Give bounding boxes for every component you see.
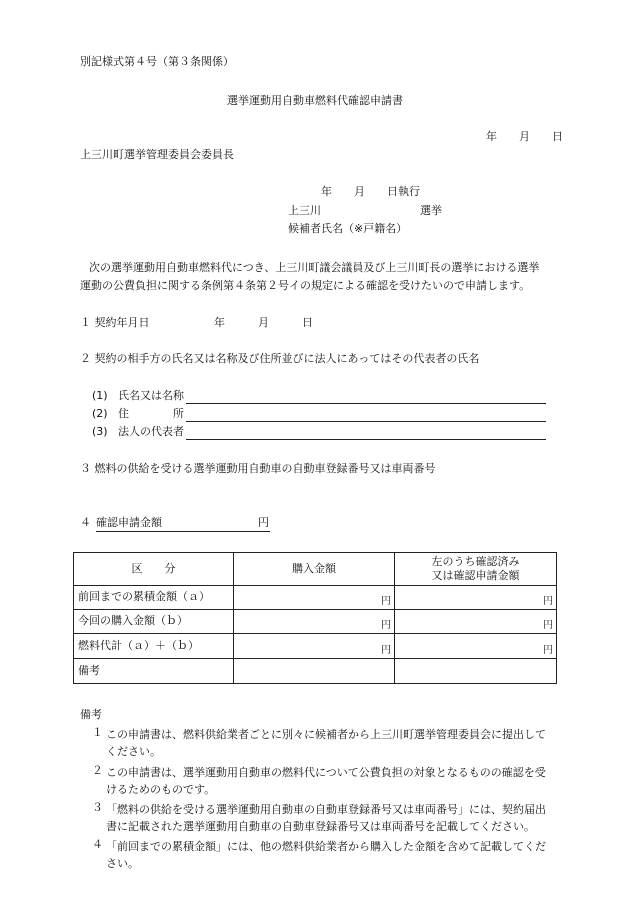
note-text: 「燃料の供給を受ける選挙運動用自動車の自動車登録番号又は車両番号」には、契約届出書に記載された選挙運動用自動車の自動車登録番号又は車両番号を記載してください。 (106, 803, 546, 833)
sub2-num: (2) (92, 407, 108, 420)
note-item (92, 726, 552, 760)
item4-unit: 円 (258, 516, 269, 529)
header-confirmed-line2: 又は確認申請金額 (431, 569, 520, 582)
item3-label: ３ 燃料の供給を受ける選挙運動用自動車の自動車登録番号又は車両番号 (80, 462, 436, 475)
application-date: 年 月 日 (486, 130, 563, 143)
election-name: 上三川 選挙 (288, 204, 442, 217)
purchase-amount-cell[interactable]: 円 (234, 586, 395, 610)
row-label: 備考 (74, 659, 234, 684)
item1-date: 年 月 日 (214, 316, 313, 329)
note-item (92, 801, 552, 835)
addressee: 上三川町選挙管理委員会委員長 (80, 148, 234, 161)
sub3-num: (3) (92, 425, 108, 438)
note-text: この申請書は、燃料供給業者ごとに別々に候補者から上三川町選挙管理委員会に提出してください。 (106, 728, 546, 758)
table-row (74, 659, 557, 684)
confirmed-amount-cell[interactable]: 円 (395, 610, 557, 634)
candidate-name-label: 候補者氏名（※戸籍名） (288, 222, 408, 235)
item2-label: ２ 契約の相手方の氏名又は名称及び住所並びに法人にあってはその代表者の氏名 (80, 352, 480, 365)
form-id: 別記様式第４号（第３条関係） (80, 55, 234, 68)
confirmed-amount-cell[interactable]: 円 (395, 586, 557, 610)
sub2-blank-line (186, 421, 546, 422)
note-number: ２ (92, 764, 103, 777)
sub1-num: (1) (92, 389, 108, 402)
table-row (74, 586, 557, 610)
row-label: 燃料代計（ａ）＋（ｂ） (74, 634, 234, 659)
fuel-cost-table (73, 552, 557, 684)
note-text: この申請書は、選挙運動用自動車の燃料代について公費負担の対象となるものの確認を受けるためのものです。 (106, 766, 546, 796)
note-number: ３ (92, 801, 103, 814)
header-category: 区 分 (74, 553, 234, 586)
item4-num: ４ (80, 516, 91, 529)
row-label: 今回の購入金額（ｂ） (74, 610, 234, 634)
purchase-amount-cell[interactable]: 円 (234, 610, 395, 634)
row-label: 前回までの累積金額（ａ） (74, 586, 234, 610)
confirmed-amount-cell[interactable]: 円 (395, 634, 557, 659)
item1-label: １ 契約年月日 (80, 316, 150, 329)
sub1-blank-line (186, 403, 546, 404)
header-confirmed-line1: 左のうち確認済み (431, 554, 520, 568)
intro-line-1: 次の選挙運動用自動車燃料代につき、上三川町議会議員及び上三川町長の選挙における選挙 (89, 261, 540, 274)
election-date: 年 月 日執行 (321, 185, 420, 198)
note-item (92, 764, 552, 798)
sub1-label: 氏名又は名称 (118, 389, 184, 402)
table-header-row (74, 553, 557, 586)
note-item (92, 838, 552, 872)
purchase-amount-cell[interactable]: 円 (234, 634, 395, 659)
item4-label: 確認申請金額 (96, 516, 162, 529)
table-row (74, 610, 557, 634)
note-number: １ (92, 726, 103, 739)
header-confirmed-amount (395, 553, 557, 586)
sub3-label: 法人の代表者 (118, 425, 184, 438)
sub2-label: 住 所 (118, 407, 184, 420)
sub3-blank-line (186, 439, 546, 440)
header-purchase-amount: 購入金額 (234, 553, 395, 586)
item4-amount-line (96, 531, 270, 532)
remarks-cell[interactable] (234, 659, 395, 684)
document-title: 選挙運動用自動車燃料代確認申請書 (227, 94, 403, 107)
remarks-cell[interactable] (395, 659, 557, 684)
note-number: ４ (92, 838, 103, 851)
notes-heading: 備考 (80, 708, 102, 721)
note-text: 「前回までの累積金額」には、他の燃料供給業者から購入した金額を含めて記載してください。 (106, 840, 546, 870)
table-row (74, 634, 557, 659)
intro-line-2: 運動の公費負担に関する条例第４条第２号イの規定による確認を受けたいので申請します。 (80, 279, 531, 292)
